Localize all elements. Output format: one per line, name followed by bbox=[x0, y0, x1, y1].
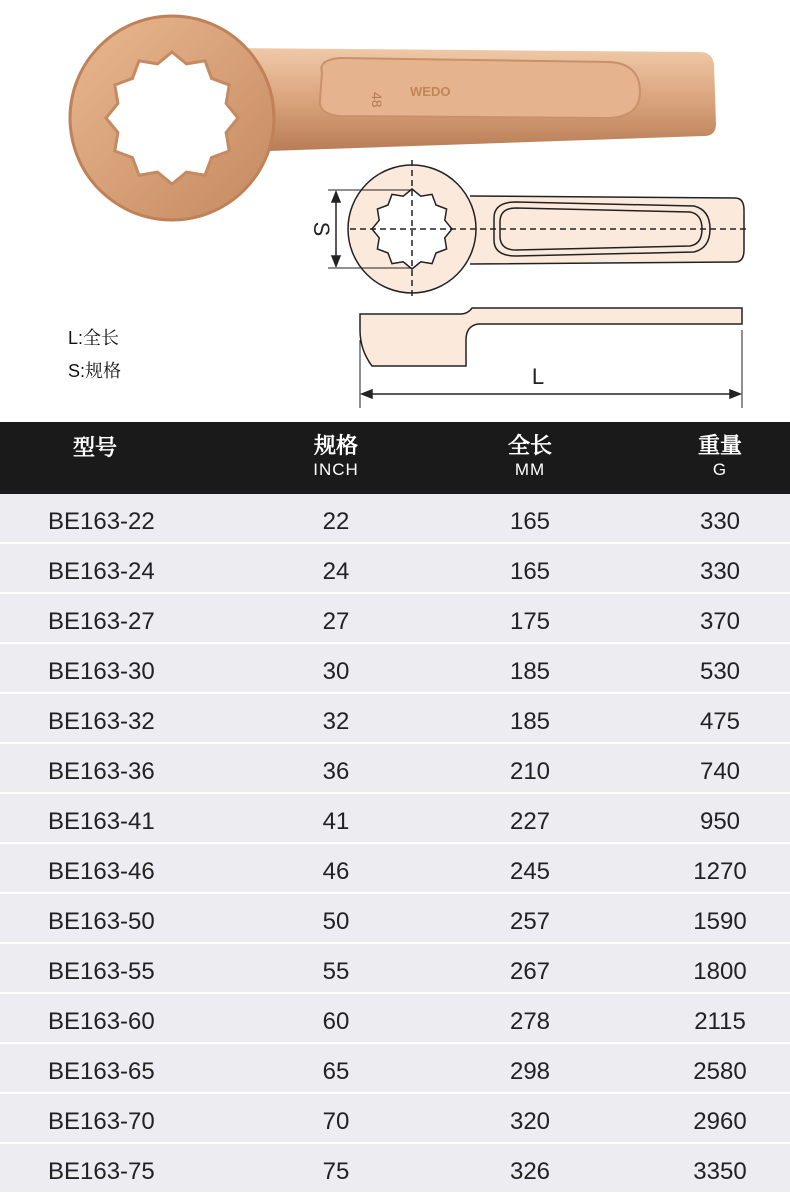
length-cell: 210 bbox=[509, 758, 551, 785]
weight-cell: 2960 bbox=[693, 1108, 747, 1135]
model-cell: BE163-22 bbox=[48, 508, 155, 535]
header-size: 规格 INCH bbox=[313, 433, 359, 479]
dimension-legend bbox=[68, 322, 121, 388]
weight-cell: 475 bbox=[699, 708, 741, 735]
size-cell: 70 bbox=[322, 1108, 350, 1135]
size-cell: 27 bbox=[322, 608, 350, 635]
size-cell: 41 bbox=[322, 808, 350, 835]
size-cell: 46 bbox=[322, 858, 350, 885]
model-cell: BE163-75 bbox=[48, 1158, 155, 1185]
length-cell: 245 bbox=[509, 858, 551, 885]
weight-cell: 370 bbox=[699, 608, 741, 635]
weight-cell: 950 bbox=[699, 808, 741, 835]
table-row bbox=[0, 694, 790, 744]
size-cell: 65 bbox=[322, 1058, 350, 1085]
brand-mark: WEDO bbox=[410, 84, 451, 99]
header-weight: 重量 G bbox=[697, 433, 742, 479]
dimension-s-label: S bbox=[309, 221, 334, 237]
model-cell: BE163-30 bbox=[48, 658, 155, 685]
legend-size: S:规格 bbox=[68, 361, 122, 381]
weight-cell: 1590 bbox=[693, 908, 747, 935]
table-row bbox=[0, 594, 790, 644]
product-hero bbox=[0, 0, 790, 422]
length-cell: 278 bbox=[509, 1008, 551, 1035]
technical-drawing-top bbox=[328, 160, 750, 298]
length-cell: 185 bbox=[509, 658, 551, 685]
length-cell: 257 bbox=[509, 908, 551, 935]
model-cell: BE163-50 bbox=[48, 908, 155, 935]
table-row bbox=[0, 644, 790, 694]
size-cell: 50 bbox=[322, 908, 350, 935]
table-row bbox=[0, 994, 790, 1044]
model-cell: BE163-55 bbox=[48, 958, 155, 985]
table-row bbox=[0, 894, 790, 944]
length-cell: 165 bbox=[509, 508, 551, 535]
size-cell: 75 bbox=[322, 1158, 350, 1185]
weight-cell: 330 bbox=[699, 558, 741, 585]
length-cell: 267 bbox=[509, 958, 551, 985]
header-length: 全长 MM bbox=[507, 433, 552, 479]
size-cell: 36 bbox=[322, 758, 350, 785]
length-cell: 298 bbox=[509, 1058, 551, 1085]
table-row bbox=[0, 794, 790, 844]
length-cell: 175 bbox=[509, 608, 551, 635]
weight-cell: 530 bbox=[699, 658, 741, 685]
length-cell: 326 bbox=[509, 1158, 551, 1185]
weight-cell: 1800 bbox=[693, 958, 747, 985]
model-cell: BE163-70 bbox=[48, 1108, 155, 1135]
weight-cell: 1270 bbox=[693, 858, 747, 885]
table-row bbox=[0, 1094, 790, 1144]
length-cell: 185 bbox=[509, 708, 551, 735]
model-cell: BE163-27 bbox=[48, 608, 155, 635]
size-cell: 32 bbox=[322, 708, 350, 735]
spec-table-body bbox=[0, 494, 790, 1194]
header-model: 型号 bbox=[72, 435, 117, 460]
size-cell: 22 bbox=[322, 508, 350, 535]
length-cell: 165 bbox=[509, 558, 551, 585]
size-cell: 60 bbox=[322, 1008, 350, 1035]
model-cell: BE163-46 bbox=[48, 858, 155, 885]
weight-cell: 2580 bbox=[693, 1058, 747, 1085]
size-stamp: 48 bbox=[369, 92, 385, 108]
legend-length: L:全长 bbox=[68, 328, 120, 348]
model-cell: BE163-24 bbox=[48, 558, 155, 585]
table-row bbox=[0, 1044, 790, 1094]
weight-cell: 2115 bbox=[694, 1008, 746, 1035]
model-cell: BE163-65 bbox=[48, 1058, 155, 1085]
weight-cell: 3350 bbox=[693, 1158, 747, 1185]
model-cell: BE163-36 bbox=[48, 758, 155, 785]
length-cell: 227 bbox=[509, 808, 551, 835]
table-row bbox=[0, 744, 790, 794]
model-cell: BE163-41 bbox=[48, 808, 155, 835]
size-cell: 30 bbox=[322, 658, 350, 685]
length-cell: 320 bbox=[509, 1108, 551, 1135]
table-row bbox=[0, 844, 790, 894]
dimension-l-label: L bbox=[531, 364, 545, 389]
table-row bbox=[0, 544, 790, 594]
table-row bbox=[0, 494, 790, 544]
spec-table-header bbox=[0, 422, 790, 494]
size-cell: 24 bbox=[322, 558, 350, 585]
weight-cell: 740 bbox=[699, 758, 741, 785]
table-row bbox=[0, 1144, 790, 1194]
size-cell: 55 bbox=[322, 958, 350, 985]
weight-cell: 330 bbox=[699, 508, 741, 535]
table-row bbox=[0, 944, 790, 994]
model-cell: BE163-60 bbox=[48, 1008, 155, 1035]
technical-drawing-side bbox=[360, 308, 742, 408]
model-cell: BE163-32 bbox=[48, 708, 155, 735]
